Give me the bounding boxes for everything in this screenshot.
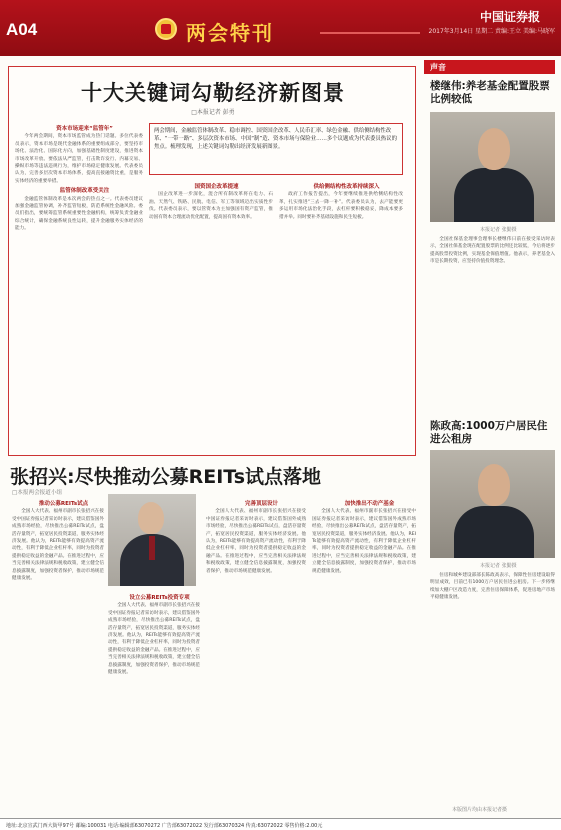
masthead [0, 0, 561, 56]
emblem-icon [155, 18, 177, 40]
page-number: A04 [6, 20, 38, 39]
sidebar-header-label: 声音 [430, 63, 446, 72]
page-footer [0, 818, 561, 830]
column-body: 全国人大代表、福州市副市长张招兴在接受中国证券报记者采访时表示，建议借鉴国外成熟市场经验，尽快推出公募REITs试点，盘活存量资产，拓宽居民投资渠道，服务实体经济发展。他认为，REITs能够有效提高资产流动性，有利于降低企业杠杆率，同时为投资者提供稳定收益的金融产品。在推进过程中，应当完善相关法律法规和税收政策，建立健全信息披露制度，加强投资者保护，推动市场规范健康发展。 [12, 509, 104, 582]
column-body: 国企改革进一步深化，混合所有制改革将在电力、石油、天然气、铁路、民航、电信、军工等领域迈出实质性步伐。代表委员表示，要以管资本为主加强国有资产监管，推动国有资本合理流动优化配置，提高国有资本效率。 [149, 192, 273, 220]
second-headline[interactable]: 张招兴:尽快推动公募REITs试点落地 [10, 466, 322, 488]
column-body: 全国人大代表、福州市副市长张招兴在接受中国证券报记者采访时表示，建议借鉴国外成熟市场经验，尽快推出公募REITs试点，盘活存量资产，拓宽居民投资渠道，服务实体经济发展。他认为，REITs能够有效提高资产流动性，有利于降低企业杠杆率，同时为投资者提供稳定收益的金融产品。在推进过程中，应当完善相关法律法规和税收政策，建立健全信息披露制度，加强投资者保护，推动市场规范健康发展。 [108, 603, 200, 676]
sidebar-footnote: 本版图片均由本报记者摄 [452, 807, 508, 813]
footer-text: 地址:北京宣武门西大街甲97号 邮编:100031 电话:编辑部63070272 广告部63072022 发行部63070324 传真:63072022 零售价格:2.00元 [6, 823, 323, 829]
column-body: 政府工作报告提出，今年要继续推进供给侧结构性改革，扎实推进“三去一降一补”。代表委员认为，去产能要更多运用市场化法治化手段，去杠杆要积极稳妥，降成本要多措并举。同时要补齐基础设施和民生短板。 [279, 192, 403, 220]
column-subhead: 推动公募REITs试点 [38, 501, 89, 507]
sidebar-quote-body: 全国社保基金理事会理事长楼继伟日前在接受采访时表示，全国社保基金现在配置股票的比例还比较低，今后将逐步提高股票投资比例，实现基金保值增值。他表示，养老基金入市是长期投资，应坚持价值投资理念。 [430, 237, 555, 265]
sidebar-portrait [430, 450, 555, 558]
second-column-2 [108, 592, 200, 814]
column-subhead: 设立公募REITs投资专项 [129, 595, 190, 601]
column-subhead: 完善顶层设计 [244, 501, 278, 507]
second-column-1 [12, 498, 104, 814]
main-byline: □本报记者 彭勇 [191, 109, 235, 116]
second-byline: □本报两会报道小组 [12, 490, 63, 496]
second-column-4 [312, 498, 416, 814]
column-subhead: 供给侧结构性改革持续深入 [313, 184, 380, 190]
column-subhead: 国资国企改革提速 [194, 184, 239, 190]
main-column-2 [149, 181, 273, 449]
photo-credit: 本报记者 张勤摄 [480, 563, 517, 569]
sidebar-quote-body: 住房和城乡建设部部长陈政高表示，保障性住房建设取得明显成效，目前已有1000万户居民住进公租房。下一步将继续加大棚户区改造力度，完善住房保障体系，促进房地产市场平稳健康发展。 [430, 573, 555, 601]
column-body: 全国人大代表、福州市副市长张招兴在接受中国证券报记者采访时表示，建议借鉴国外成熟市场经验，尽快推出公募REITs试点，盘活存量资产，拓宽居民投资渠道，服务实体经济发展。他认为，REITs能够有效提高资产流动性，有利于降低企业杠杆率，同时为投资者提供稳定收益的金融产品。在推进过程中，应当完善相关法律法规和税收政策，建立健全信息披露制度，加强投资者保护，推动市场规范健康发展。 [312, 509, 416, 574]
paper-name: 中国证券报 [480, 10, 541, 24]
date-line: 2017年3月14日 星期二 责编:王立 美编:马晓军 [428, 28, 555, 35]
sidebar-quote-title[interactable]: 陈政高:1000万户居民住进公租房 [430, 420, 548, 445]
second-column-3 [206, 498, 306, 814]
main-lead: 两会期间，金融监管体制改革、稳市调控、国资国企改革、人民币汇率、绿色金融、供给侧结构性改革、“一带一路”、多层次资本市场、中国“制”造、资本市场与保险业……多个议题成为代表委员热议的焦点。梳理发现，上述关键词勾勒出经济发展新图景。 [149, 123, 403, 175]
sidebar-portrait [430, 112, 555, 222]
section-title: 两会特刊 [186, 21, 274, 45]
main-headline[interactable]: 十大关键词勾勒经济新图景 [81, 81, 345, 105]
column-subhead: 监管体制改革受关注 [59, 188, 110, 195]
column-body: 金融监管体制改革是本次两会的热点之一。代表委员建议加强金融监管协调，补齐监管短板，防范系统性金融风险。委员们指出，要统筹监管系统重要性金融机构，统筹负责金融业综合统计，确保金融系统良性运转，提升金融服务实体经济的能力。 [15, 196, 143, 232]
main-story [8, 66, 416, 456]
main-column-3 [279, 181, 403, 449]
sidebar-quote-title[interactable]: 楼继伟:养老基金配置股票比例较低 [430, 80, 550, 105]
column-subhead: 加快推出不动产基金 [344, 501, 395, 507]
main-column-1 [15, 123, 143, 449]
sidebar-header [424, 60, 555, 74]
column-body: 全国人大代表、福州市副市长张招兴在接受中国证券报记者采访时表示，建议借鉴国外成熟市场经验，尽快推出公募REITs试点，盘活存量资产，拓宽居民投资渠道，服务实体经济发展。他认为，REITs能够有效提高资产流动性，有利于降低企业杠杆率，同时为投资者提供稳定收益的金融产品。在推进过程中，应当完善相关法律法规和税收政策，建立健全信息披露制度，加强投资者保护，推动市场规范健康发展。 [206, 509, 306, 574]
column-body: 今年两会期间，资本市场监管成为热门话题。多位代表委员表示，资本市场是现代金融体系的重要组成部分，要坚持市场化、法治化、国际化方向，加强基础性制度建设，推进资本市场改革开放。要依法从严监管，打击欺诈发行、内幕交易、操纵市场等违法违规行为，维护市场稳定健康发展。代表委员认为，完善多层次资本市场体系，提高直接融资比重，是服务实体经济的重要举措。 [15, 134, 143, 184]
portrait-photo [108, 494, 196, 586]
photo-credit: 本报记者 张勤摄 [480, 227, 517, 233]
column-subhead: 资本市场迎来“监管年” [56, 126, 113, 132]
